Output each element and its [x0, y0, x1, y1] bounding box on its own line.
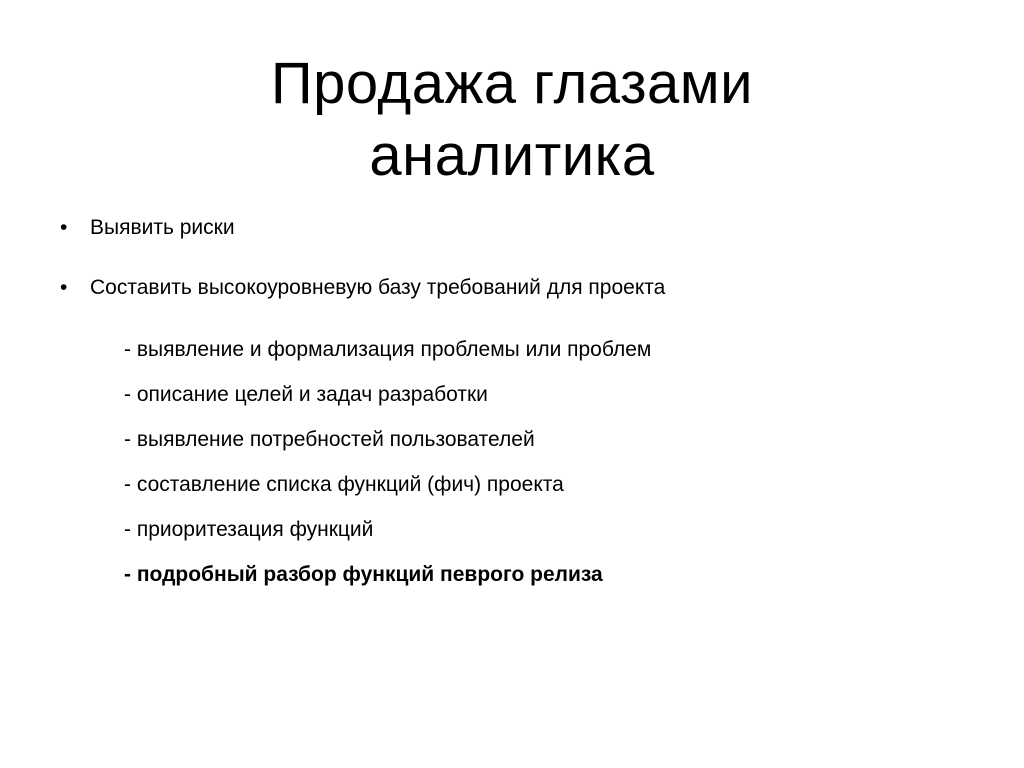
bullet-text: Составить высокоуровневую базу требований для проекта: [90, 276, 666, 299]
subitem-list: [124, 336, 651, 589]
subitem-first-release: - подробный разбор функций певрого релиза: [124, 563, 603, 586]
subitem-prioritization: - приоритезация функций: [124, 518, 374, 541]
slide-title-line-2: аналитика: [369, 123, 655, 188]
subitem-goals: - описание целей и задач разработки: [124, 383, 488, 406]
slide-title: [0, 48, 1024, 192]
slide-title-line-1: Продажа глазами: [270, 51, 754, 116]
bullet-dot-icon: •: [60, 216, 68, 239]
bullet-item-requirements: [60, 274, 665, 302]
subitem-problems: - выявление и формализация проблемы или проблем: [124, 338, 652, 361]
subitem-user-needs: - выявление потребностей пользователей: [124, 428, 535, 451]
bullet-item-risks: [60, 214, 665, 242]
bullet-list: [60, 214, 665, 302]
bullet-dot-icon: •: [60, 276, 68, 299]
subitem-feature-list: - составление списка функций (фич) проекта: [124, 473, 564, 496]
bullet-text: Выявить риски: [90, 216, 235, 239]
